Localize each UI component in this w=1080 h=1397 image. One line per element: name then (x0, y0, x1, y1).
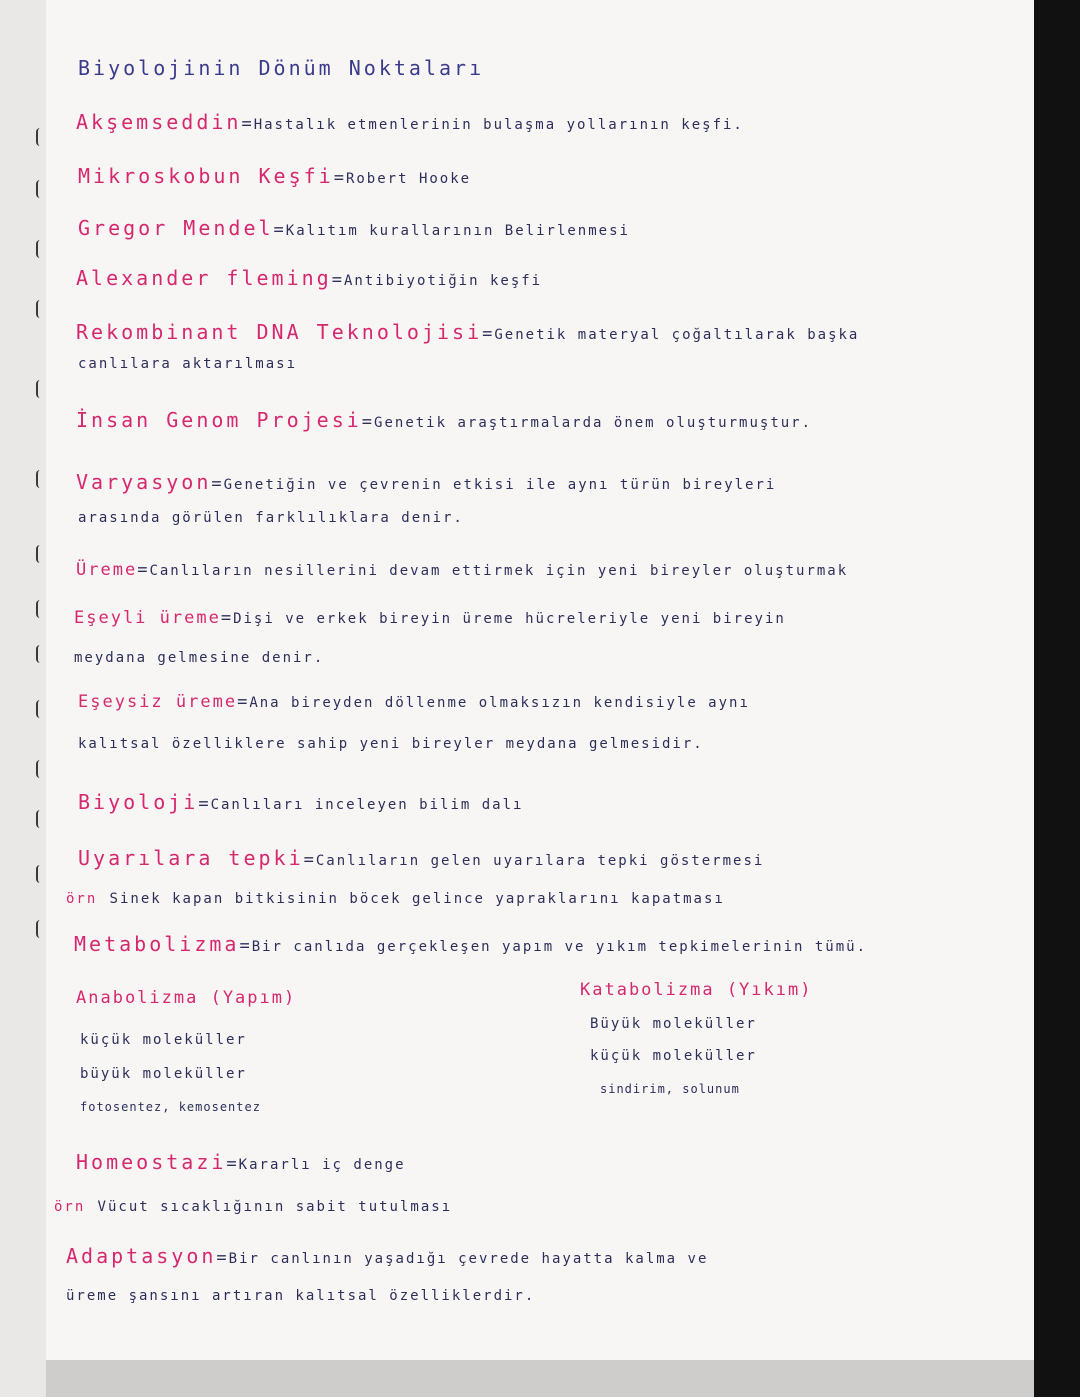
note-separator: = (361, 412, 375, 432)
note-line: canlılara aktarılması (78, 356, 298, 372)
note-term: Biyoloji (78, 790, 199, 814)
note-text: Canlıların nesillerini devam ettirmek için yeni bireyler oluşturmak (149, 563, 849, 579)
note-line: üreme şansını artıran kalıtsal özelliklerdir. (66, 1288, 536, 1304)
note-separator: = (220, 608, 234, 628)
note-separator: = (333, 168, 346, 188)
page-title: Biyolojinin Dönüm Noktaları (78, 56, 485, 80)
note-separator: = (241, 114, 254, 134)
note-term: Metabolizma (74, 932, 240, 956)
katabolizma-item: Büyük moleküller (590, 1016, 757, 1032)
note-line (76, 1150, 406, 1174)
note-line (76, 266, 542, 290)
note-text: Kalıtım kurallarının Belirlenmesi (285, 223, 630, 239)
note-line (54, 1196, 452, 1216)
note-line (78, 164, 471, 188)
note-line (76, 470, 776, 494)
note-line (76, 560, 848, 580)
note-separator: = (331, 270, 344, 290)
anabolizma-item: büyük moleküller (80, 1066, 247, 1082)
notebook-page (46, 0, 1034, 1360)
note-text: Robert Hooke (345, 171, 472, 187)
note-line (76, 110, 744, 134)
right-shadow-edge (1034, 0, 1080, 1397)
note-text: Canlıların gelen uyarılara tepki göstermesi (315, 853, 765, 869)
note-line: arasında görülen farklılıklara denir. (78, 510, 464, 526)
note-separator: = (211, 474, 224, 494)
note-text: Kararlı iç denge (238, 1157, 406, 1173)
note-separator: = (226, 1154, 239, 1174)
note-separator: = (198, 794, 211, 814)
note-line (66, 888, 725, 908)
note-line (78, 692, 750, 712)
note-term: Adaptasyon (66, 1244, 217, 1268)
katabolizma-item: sindirim, solunum (600, 1082, 740, 1096)
note-term: Üreme (76, 560, 138, 580)
note-term: Akşemseddin (76, 110, 242, 134)
example-mark: örn (54, 1199, 86, 1215)
note-term: İnsan Genom Projesi (76, 408, 362, 432)
note-text: Canlıları inceleyen bilim dalı (210, 797, 524, 813)
binder-strip (0, 0, 46, 1397)
note-term: Homeostazi (76, 1150, 227, 1174)
note-line (76, 408, 812, 432)
page-bottom-edge (46, 1360, 1034, 1397)
note-text: Bir canlının yaşadığı çevrede hayatta kalma ve (228, 1251, 709, 1267)
note-line (78, 790, 523, 814)
note-term: Mikroskobun Keşfi (78, 164, 334, 188)
note-separator: = (137, 560, 150, 580)
note-term: Varyasyon (76, 470, 212, 494)
note-text: Genetik araştırmalarda önem oluşturmuştur. (374, 415, 813, 431)
note-term: Alexander fleming (76, 266, 332, 290)
note-separator: = (216, 1248, 229, 1268)
note-term: Gregor Mendel (78, 216, 274, 240)
note-term: Uyarılara tepki (78, 846, 304, 870)
note-text: Vücut sıcaklığının sabit tutulması (97, 1199, 453, 1215)
example-mark: örn (66, 891, 98, 907)
note-term: Eşeysiz üreme (78, 692, 238, 712)
note-separator: = (237, 692, 250, 712)
note-text: Genetiğin ve çevrenin etkisi ile aynı türün bireyleri (223, 477, 777, 493)
note-line (74, 932, 867, 956)
anabolizma-item: küçük moleküller (80, 1032, 247, 1048)
note-line (76, 320, 859, 344)
note-line: meydana gelmesine denir. (74, 650, 325, 666)
note-separator: = (482, 324, 495, 344)
katabolizma-item: küçük moleküller (590, 1048, 757, 1064)
note-text: Antibiyotiğin keşfi (343, 273, 543, 289)
katabolizma-heading: Katabolizma (Yıkım) (580, 980, 813, 1000)
note-separator: = (303, 850, 316, 870)
note-text: Hastalık etmenlerinin bulaşma yollarının keşfi. (253, 117, 744, 133)
note-text: Bir canlıda gerçekleşen yapım ve yıkım tepkimelerinin tümü. (251, 939, 867, 955)
anabolizma-heading: Anabolizma (Yapım) (76, 988, 297, 1008)
note-line (66, 1244, 708, 1268)
note-term: Rekombinant DNA Teknolojisi (76, 320, 483, 344)
note-line (78, 846, 764, 870)
note-text: Sinek kapan bitkisinin böcek gelince yapraklarını kapatması (109, 891, 725, 907)
note-line (74, 608, 786, 628)
note-separator: = (239, 936, 252, 956)
note-term: Eşeyli üreme (74, 608, 221, 628)
note-line (78, 216, 630, 240)
note-text: Genetik materyal çoğaltılarak başka (494, 327, 860, 343)
note-separator: = (273, 220, 286, 240)
note-text: Ana bireyden döllenme olmaksızın kendisiyle aynı (249, 695, 750, 711)
note-line: kalıtsal özelliklere sahip yeni bireyler meydana gelmesidir. (78, 736, 704, 752)
note-text: Dişi ve erkek bireyin üreme hücreleriyle yeni bireyin (233, 611, 786, 627)
anabolizma-item: fotosentez, kemosentez (80, 1100, 261, 1114)
